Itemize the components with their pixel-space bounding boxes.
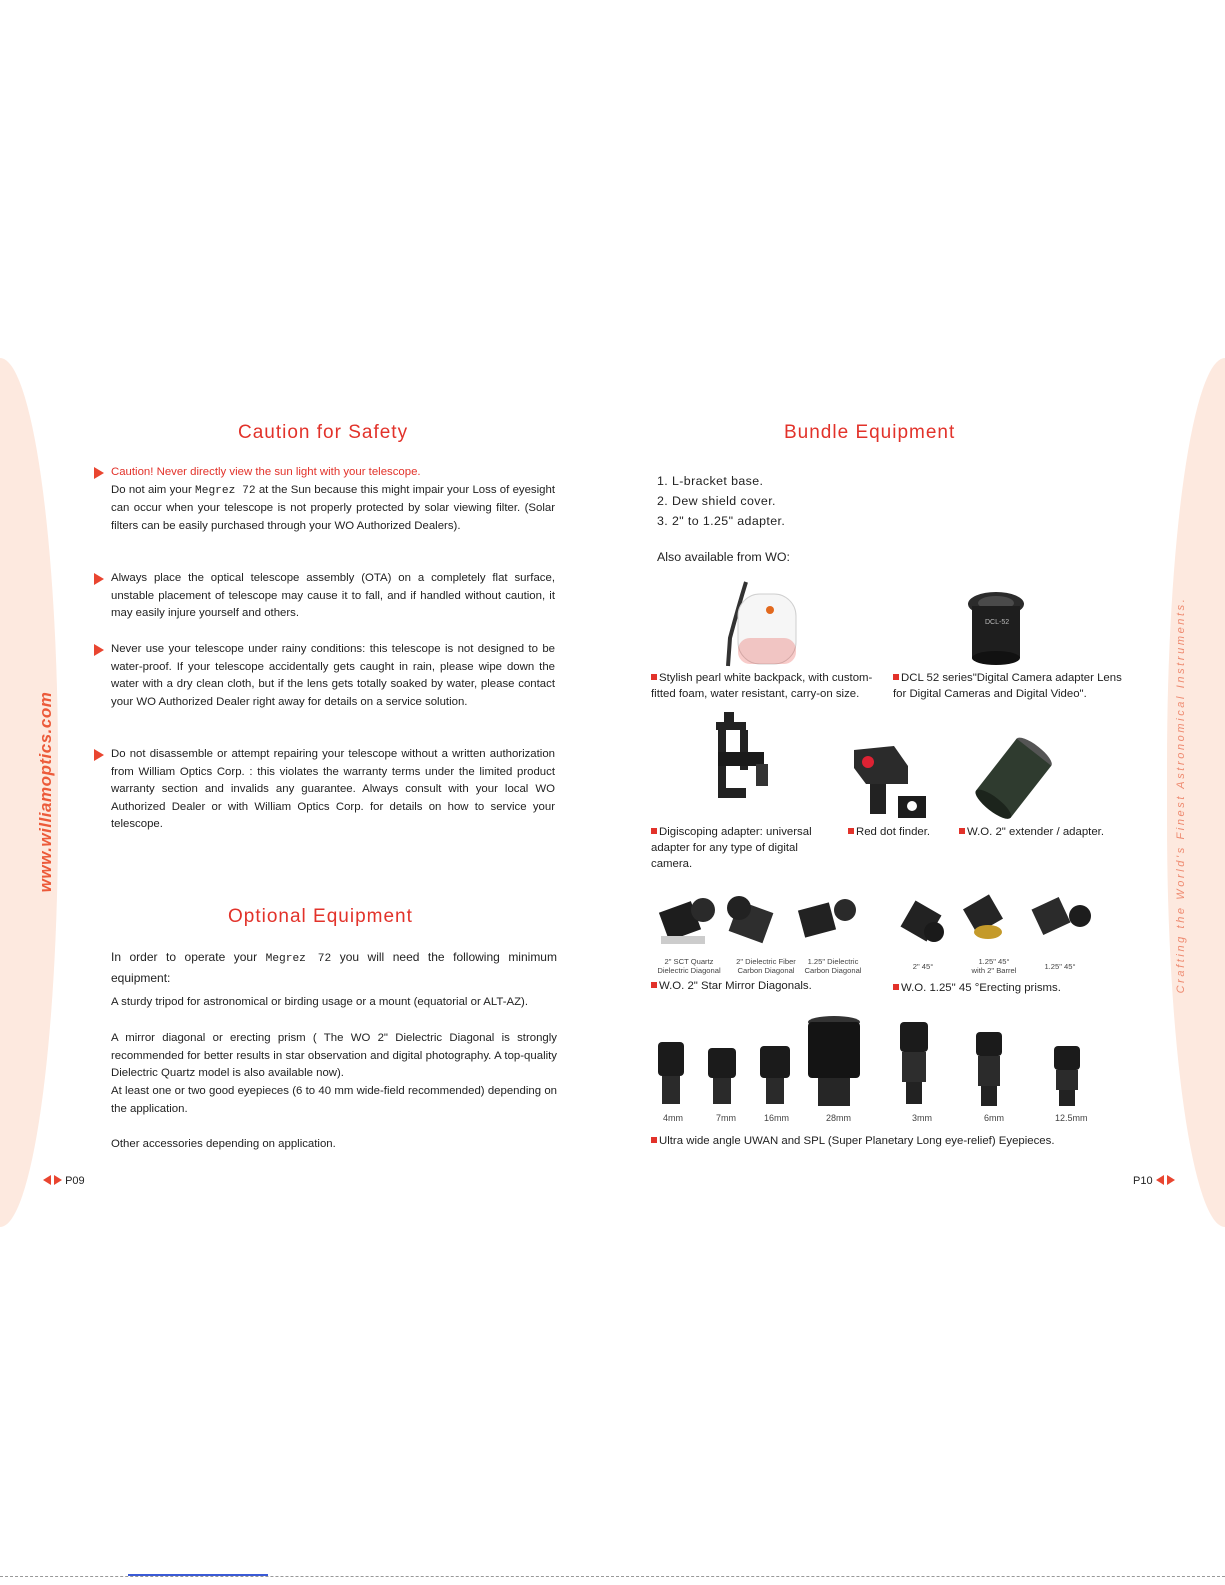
optional-item-2: A mirror diagonal or erecting prism ( The WO 2" Dielectric Diagonal is strongly recommended for better results in star observation and digital photography. A top-quality Dielectric Quartz model is also available now). [111, 1032, 557, 1080]
extender-image [968, 735, 1058, 823]
page-number-left: P09 [65, 1175, 85, 1187]
diagonal-label: 2" Dielectric Fiber Carbon Diagonal [736, 957, 796, 975]
bullet-square-icon [848, 828, 854, 834]
bottom-dashed-rule [0, 1576, 1225, 1577]
reddot-caption: Red dot finder. [848, 824, 930, 840]
prism-label: 1.25" 45° [1044, 962, 1076, 971]
caution-item-1 [95, 464, 555, 535]
caution-item-4 [95, 746, 555, 834]
optional-intro: In order to operate your Megrez 72 you will need the following minimum equipment: [111, 950, 557, 985]
extender-caption: W.O. 2" extender / adapter. [959, 824, 1104, 840]
footer-left [43, 1175, 85, 1187]
eyepiece-16mm [760, 1046, 790, 1104]
page-number-right: P10 [1133, 1175, 1153, 1187]
optional-item-1: A sturdy tripod for astronomical or birding usage or a mount (equatorial or ALT-AZ). [111, 996, 529, 1008]
caution-alert: Caution! Never directly view the sun light with your telescope. [111, 466, 421, 478]
prism-label: 2" 45° [912, 962, 934, 971]
caution-text-2: Always place the optical telescope assembly (OTA) on a completely flat surface, unstable placement of telescope may cause it to fall, and if handled without caution, it may easily injure yourself and others. [111, 572, 555, 620]
optional-item-3: At least one or two good eyepieces (6 to 40 mm wide-field recommended) depending on the application. [111, 1085, 557, 1115]
digiscoping-adapter-image [706, 708, 776, 808]
bullet-square-icon [893, 674, 899, 680]
bottom-link-underline [128, 1574, 268, 1576]
list-item: 2. Dew shield cover. [657, 494, 776, 508]
bullet-square-icon [651, 828, 657, 834]
list-item: 3. 2" to 1.25" adapter. [657, 514, 786, 528]
eyepiece-size: 16mm [764, 1113, 790, 1123]
caution-text-3: Never use your telescope under rainy conditions: this telescope is not designed to be water-proof. If your telescope accidentally gets caught in rain, please wipe down the water with a dry clean cloth, but if the lens gets totally soaked by water, please contact your WO Authorized Dealer right away for details on a service solution. [111, 643, 555, 708]
eyepiece-28mm [808, 1016, 860, 1106]
bullet-square-icon [651, 1137, 657, 1143]
eyepieces-caption: Ultra wide angle UWAN and SPL (Super Planetary Long eye-relief) Eyepieces. [651, 1133, 1055, 1149]
next-page-icon[interactable] [1167, 1175, 1175, 1185]
dcl-caption: DCL 52 series"Digital Camera adapter Lens for Digital Cameras and Digital Video". [893, 672, 1122, 700]
prisms-caption: W.O. 1.25" 45 °Erecting prisms. [893, 980, 1061, 996]
red-dot-finder-image [846, 740, 942, 820]
caution-title: Caution for Safety [238, 422, 409, 443]
eyepiece-size: 7mm [716, 1113, 736, 1123]
caution-text-1: Do not aim your Megrez 72 at the Sun because this might impair your Loss of eyesight can occur when your telescope is not properly protected by solar viewing filter. (Solar filters can be easily purchased through your WO Authorized Dealers). [111, 483, 555, 532]
model-name: Megrez 72 [195, 484, 256, 497]
backpack-caption: Stylish pearl white backpack, with custom-fitted foam, water resistant, carry-on size. [651, 672, 873, 700]
dcl-label: DCL-52 [985, 619, 1010, 626]
bullet-arrow-icon [94, 467, 104, 479]
eyepiece-3mm [900, 1022, 928, 1104]
diagonal-label: 1.25" Dielectric Carbon Diagonal [804, 957, 862, 975]
eyepiece-6mm [976, 1032, 1002, 1106]
eyepiece-size: 28mm [826, 1113, 852, 1123]
bullet-arrow-icon [94, 644, 104, 656]
bullet-square-icon [651, 982, 657, 988]
bullet-square-icon [651, 674, 657, 680]
caution-text-4: Do not disassemble or attempt repairing your telescope without a written authorization from William Optics Corp. : this violates the warranty terms under the limited product warranty section and invalids any guarantee. Always consult with your local WO Authorized Dealer or with William Optics Corp. for details on how to service your telescope. [111, 748, 555, 831]
backpack-image [708, 578, 804, 670]
eyepiece-12mm [1054, 1046, 1080, 1106]
eyepiece-4mm [658, 1042, 684, 1104]
website-url[interactable]: www.williamoptics.com [36, 691, 55, 893]
prev-page-icon[interactable] [43, 1175, 51, 1185]
list-item: 1. L-bracket base. [657, 474, 764, 488]
bullet-arrow-icon [94, 573, 104, 585]
eyepiece-size: 4mm [663, 1113, 683, 1123]
erecting-prisms-image [890, 888, 1100, 952]
eyepieces-image [650, 1012, 1110, 1112]
bundle-list [657, 471, 785, 531]
star-diagonals-image [655, 892, 865, 952]
digiscoping-caption: Digiscoping adapter: universal adapter for any type of digital camera. [651, 826, 812, 870]
diagonal-label: 2" SCT Quartz Dielectric Diagonal [657, 957, 721, 975]
eyepiece-size: 6mm [984, 1113, 1004, 1123]
prism-label: 1.25" 45° with 2" Barrel [971, 957, 1017, 975]
next-page-icon[interactable] [54, 1175, 62, 1185]
tagline: Crafting the World's Finest Astronomical Instruments. [1175, 596, 1187, 994]
eyepiece-size: 12.5mm [1055, 1113, 1088, 1123]
diagonals-caption: W.O. 2" Star Mirror Diagonals. [651, 978, 812, 994]
footer-right [1133, 1175, 1175, 1187]
eyepiece-size: 3mm [912, 1113, 932, 1123]
caution-item-3 [95, 641, 555, 711]
dcl-adapter-image [963, 588, 1029, 666]
caution-item-2 [95, 570, 555, 623]
eyepiece-7mm [708, 1048, 736, 1104]
prev-page-icon[interactable] [1156, 1175, 1164, 1185]
also-available: Also available from WO: [657, 550, 790, 564]
optional-item-4: Other accessories depending on application. [111, 1138, 336, 1150]
bullet-arrow-icon [94, 749, 104, 761]
optional-title: Optional Equipment [228, 906, 413, 927]
bullet-square-icon [959, 828, 965, 834]
bullet-square-icon [893, 984, 899, 990]
bundle-title: Bundle Equipment [784, 422, 956, 443]
